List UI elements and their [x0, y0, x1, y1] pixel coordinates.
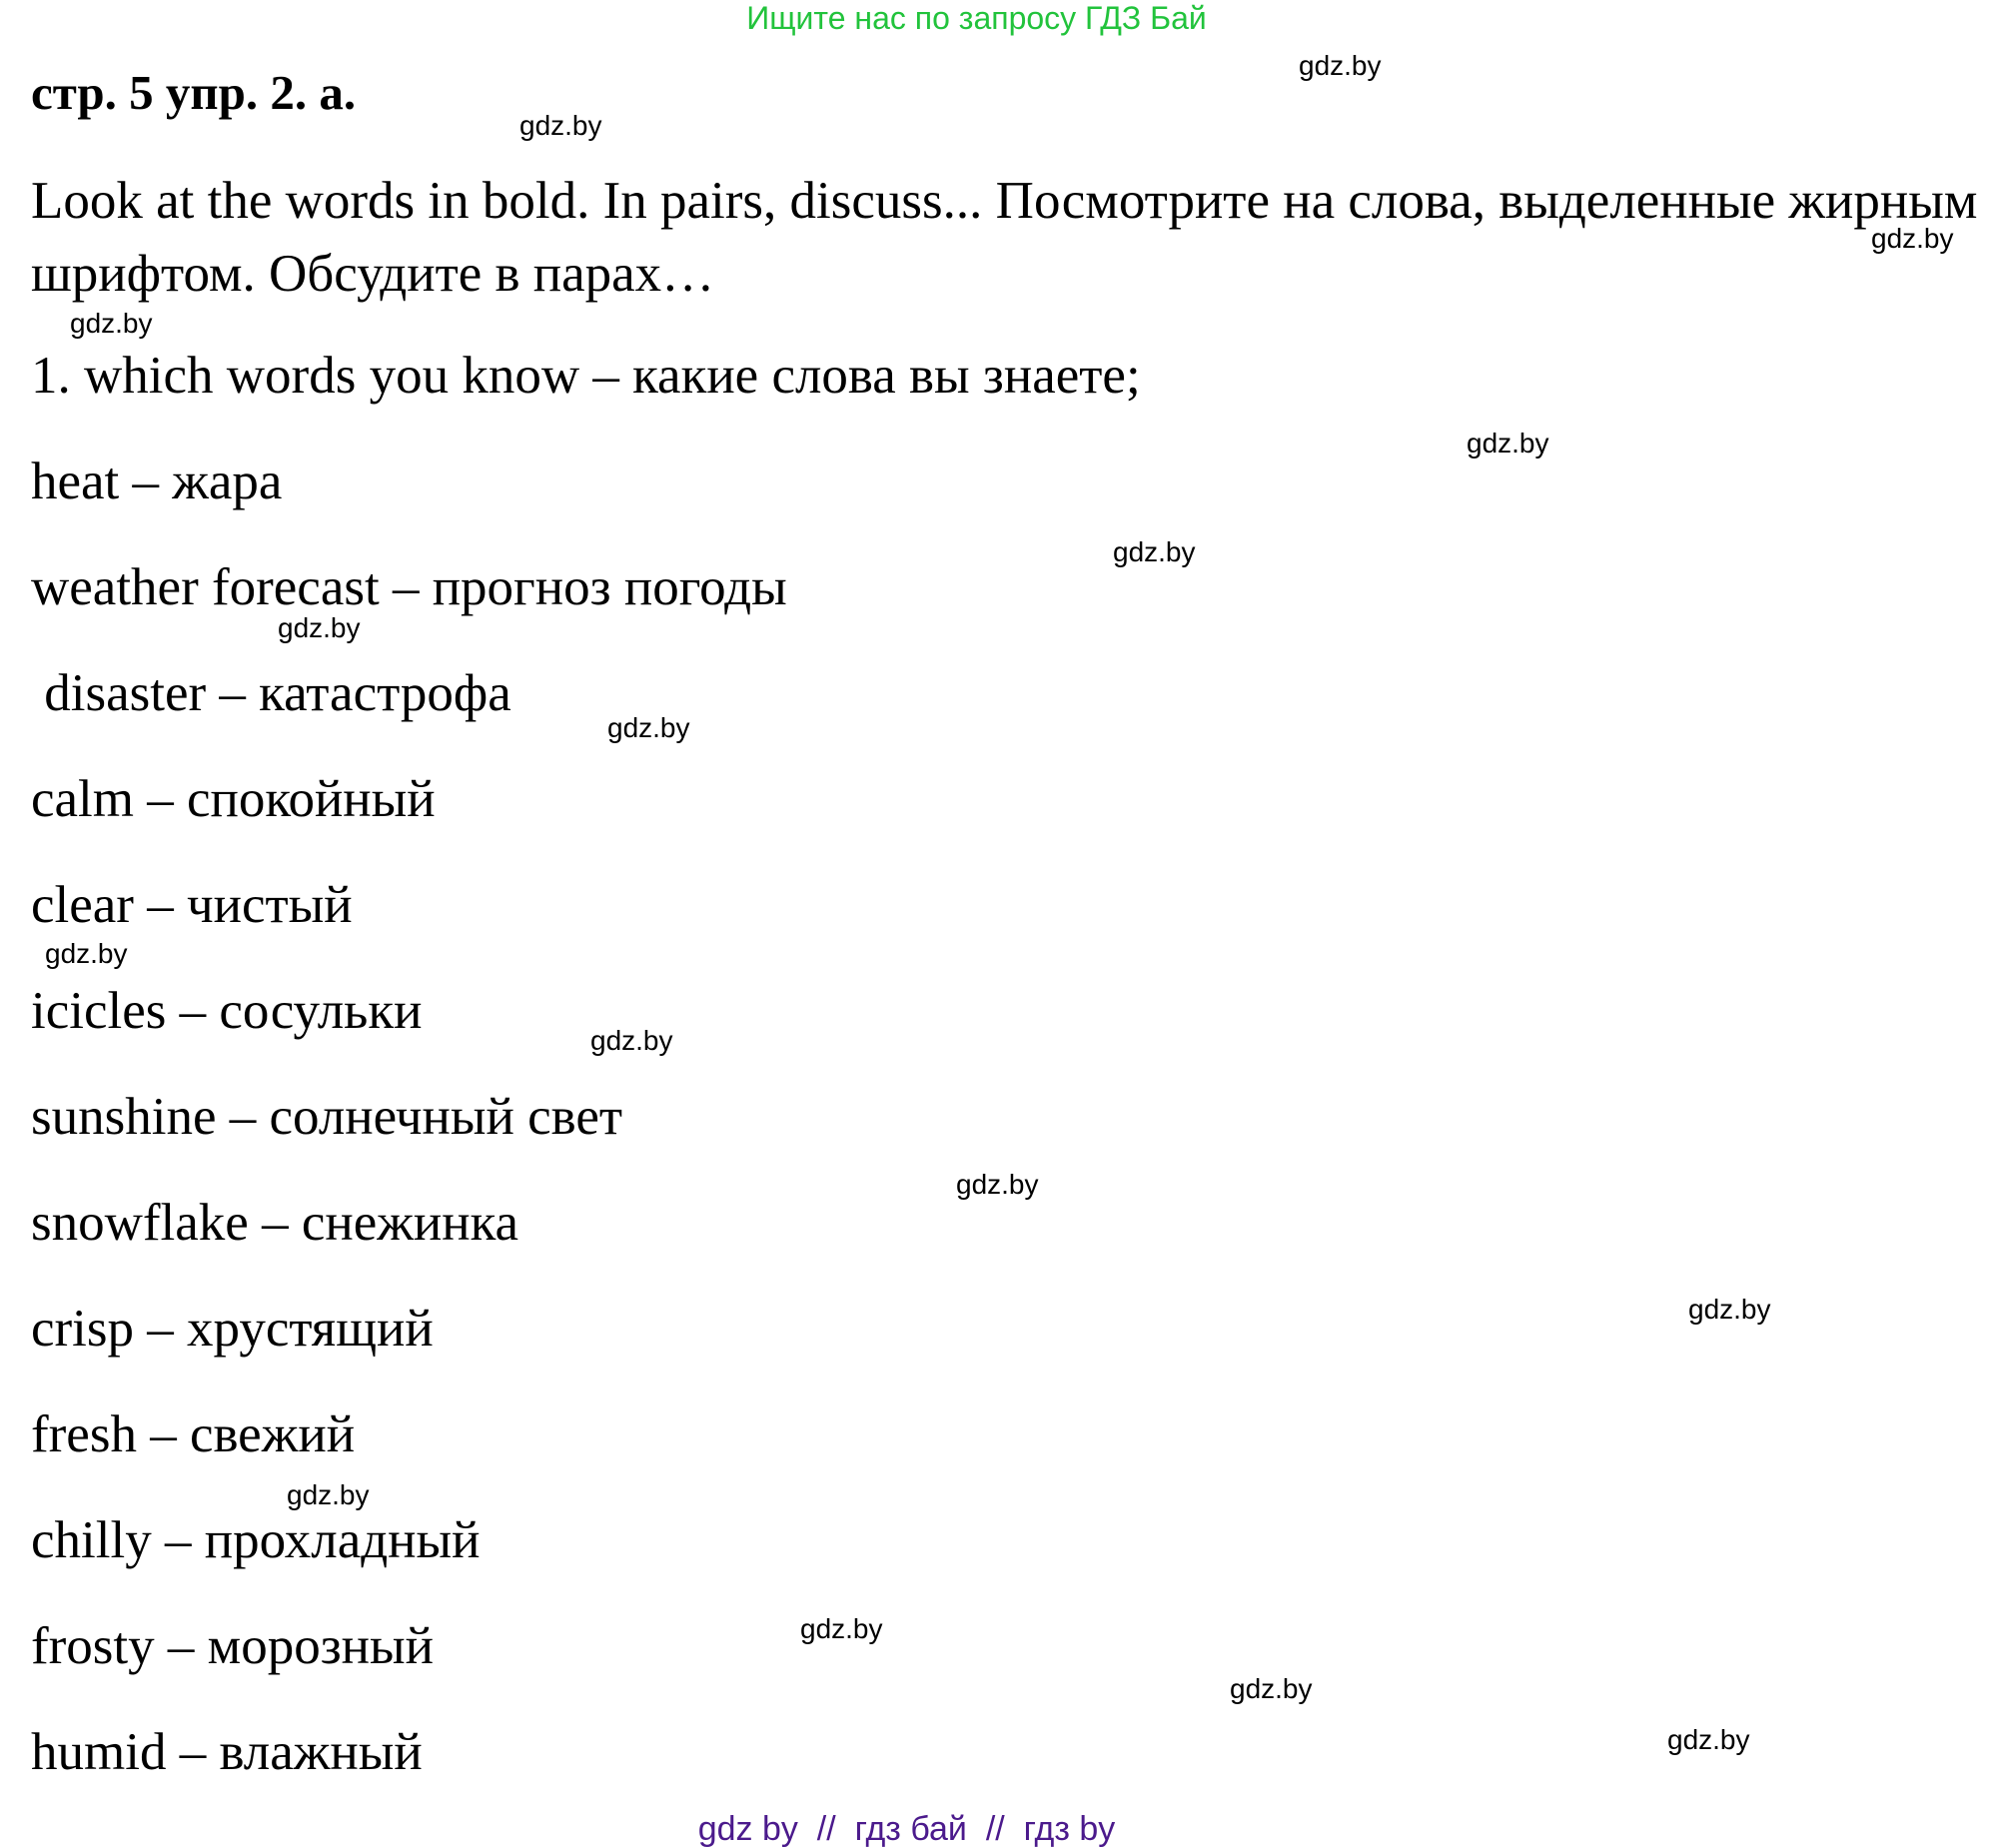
search-banner[interactable]: Ищите нас по запросу ГДЗ Бай [746, 0, 1207, 36]
word-item: chilly – прохладный [31, 1511, 481, 1569]
word-item: frosty – морозный [31, 1617, 434, 1675]
word-item: crisp – хрустящий [31, 1300, 434, 1358]
word-item: weather forecast – прогноз погоды [31, 558, 787, 616]
word-item: disaster – катастрофа [31, 664, 511, 722]
watermark: gdz.by [1467, 428, 1549, 459]
footer-links[interactable]: gdz by // гдз бай // гдз by [697, 1810, 1116, 1848]
watermark: gdz.by [1871, 223, 1954, 254]
word-item: heat – жара [31, 453, 283, 510]
watermark: gdz.by [519, 110, 602, 141]
watermark: gdz.by [278, 612, 361, 643]
watermark: gdz.by [1667, 1724, 1750, 1755]
watermark: gdz.by [1113, 536, 1196, 567]
word-item: humid – влажный [31, 1723, 423, 1781]
exercise-title: стр. 5 упр. 2. а. [31, 65, 357, 120]
watermark: gdz.by [70, 308, 153, 339]
word-item: calm – спокойный [31, 770, 436, 828]
exercise-instruction: Look at the words in bold. In pairs, discuss... Посмотрите на слова, выделенные жирным шрифтом. Обсудите в парах… [31, 172, 1978, 303]
watermark: gdz.by [45, 938, 128, 969]
word-item: icicles – сосульки [31, 982, 423, 1040]
word-item: sunshine – солнечный свет [31, 1088, 623, 1146]
watermark: gdz.by [956, 1169, 1039, 1200]
watermark: gdz.by [1688, 1294, 1771, 1325]
watermark: gdz.by [800, 1613, 883, 1644]
word-item: clear – чистый [31, 876, 353, 934]
watermark: gdz.by [1299, 50, 1382, 81]
word-item: snowflake – снежинка [31, 1194, 519, 1252]
word-item: fresh – свежий [31, 1405, 356, 1463]
watermark: gdz.by [590, 1025, 673, 1056]
watermark: gdz.by [607, 712, 690, 743]
question-line: 1. which words you know – какие слова вы знаете; [31, 347, 1141, 405]
watermark: gdz.by [287, 1479, 370, 1510]
watermark: gdz.by [1230, 1673, 1313, 1704]
